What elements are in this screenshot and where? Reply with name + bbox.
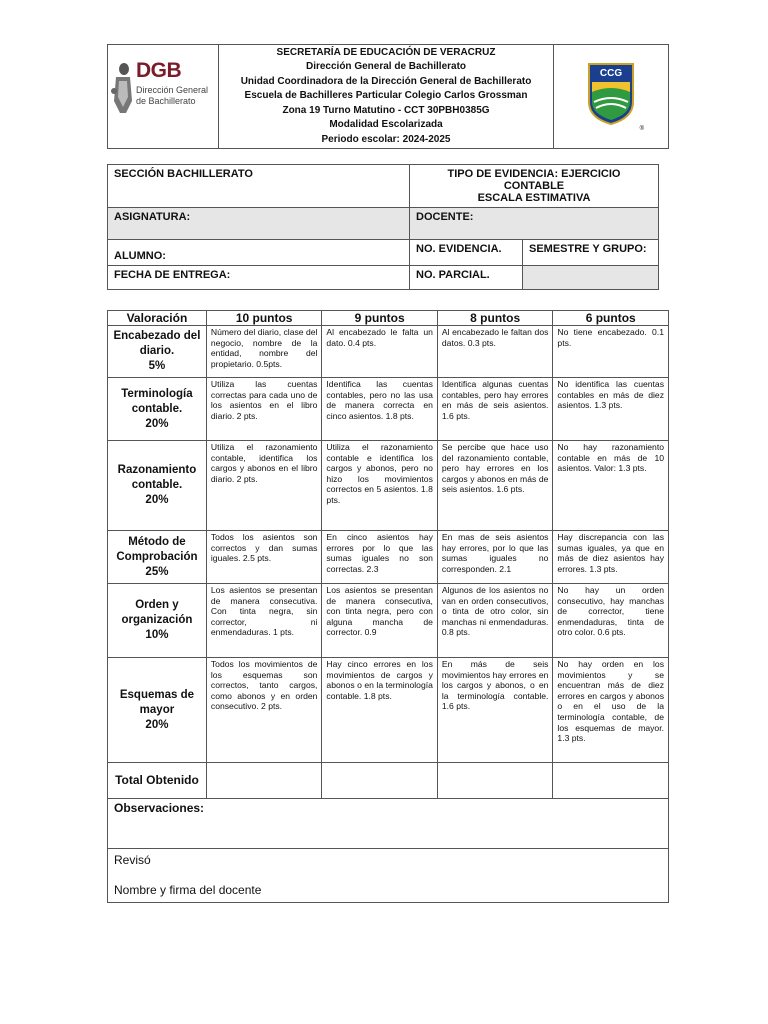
- rubric-cell: No hay razonamiento contable en más de 10 asientos. Valor: 1.3 pts.: [553, 441, 669, 531]
- criterion-weight: 25%: [145, 565, 169, 578]
- dgb-subtitle-line-1: Dirección General: [136, 84, 209, 95]
- no-parcial-field[interactable]: NO. PARCIAL.: [410, 266, 523, 290]
- rubric-cell: No identifica las cuentas contables en más de diez asientos. 1.3 pts.: [553, 378, 669, 441]
- criterion-weight: 5%: [148, 360, 166, 372]
- criterion-line: Encabezado del: [113, 330, 201, 342]
- criterion-orden: [108, 584, 207, 658]
- criterion-weight: 20%: [145, 417, 169, 430]
- dgb-subtitle-line-2: de Bachillerato: [136, 95, 196, 106]
- rubric-cell: Al encabezado le faltan dos datos. 0.3 pts.: [437, 326, 553, 378]
- header-8-puntos: 8 puntos: [437, 311, 553, 326]
- rubric-cell: En cinco asientos hay errores por lo que las sumas iguales no son correctas. 2.3: [322, 531, 437, 584]
- header-table: [107, 44, 669, 149]
- rubric-cell: Los asientos se presentan de manera consecutiva. Con tinta negra, sin corrector, ni enmendaduras. 1 pts.: [206, 584, 322, 658]
- rubric-cell: No tiene encabezado. 0.1 pts.: [553, 326, 669, 378]
- header-valoracion: Valoración: [108, 311, 207, 326]
- rubric-cell: Hay discrepancia con las sumas iguales, ya que en más de diez asientos hay errores. 1.3 pts.: [553, 531, 669, 584]
- header-line: Zona 19 Turno Matutino - CCT 30PBH0385G: [282, 104, 490, 116]
- rubric-row: [108, 584, 669, 658]
- criterion-weight: 20%: [145, 494, 169, 506]
- alumno-field[interactable]: ALUMNO:: [108, 240, 410, 266]
- rubric-cell: Todos los asientos son correctos y dan sumas iguales. 2.5 pts.: [206, 531, 322, 584]
- reviso-field[interactable]: [108, 849, 669, 903]
- observaciones-row: [108, 799, 669, 849]
- criterion-encabezado: [108, 326, 207, 378]
- rubric-cell: Utiliza el razonamiento contable e identifica los cargos y abonos, pero no hizo los movimientos correctos en 5 asientos. 1.8 pts.: [322, 441, 437, 531]
- criterion-line: mayor: [139, 703, 175, 716]
- total-row: [108, 763, 669, 799]
- rubric-cell: Identifica las cuentas contables, pero no las usa de manera correcta en cinco asientos. 1.8 pts.: [322, 378, 437, 441]
- rubric-cell: Identifica algunas cuentas contables, pero hay errores en más de seis asientos. 1.6 pts.: [437, 378, 553, 441]
- rubric-cell: En más de seis movimientos hay errores en los cargos y abonos, o en la terminología contable. 1.6 pts.: [437, 658, 553, 763]
- ccg-logo: [576, 62, 646, 132]
- criterion-weight: 20%: [145, 718, 169, 731]
- right-logo-cell: [554, 45, 669, 149]
- rubric-cell: Utiliza el razonamiento contable, identifica los cargos y abonos en el libro diario. 2 pts.: [206, 441, 322, 531]
- firma-docente-label: Nombre y firma del docente: [114, 883, 262, 897]
- rubric-row: [108, 441, 669, 531]
- rubric-cell: Todos los movimientos de los esquemas son correctos, tanto cargos, como abonos y en orden consecutivo. 2 pts.: [206, 658, 322, 763]
- total-cell-9[interactable]: [322, 763, 437, 799]
- rubric-cell: Al encabezado le falta un dato. 0.4 pts.: [322, 326, 437, 378]
- observaciones-field[interactable]: Observaciones:: [108, 799, 669, 849]
- criterion-line: Razonamiento: [117, 464, 197, 476]
- criterion-line: Esquemas de: [119, 688, 195, 701]
- rubric-cell: No hay un orden consecutivo, hay manchas de corrector, tiene enmendaduras, tinta de otro color. 0.6 pts.: [553, 584, 669, 658]
- header-line: Modalidad Escolarizada: [329, 119, 443, 131]
- rubric-cell: Número del diario, clase del negocio, nombre de la entidad, nombre del propietario. 0.5pts.: [206, 326, 322, 378]
- rubric-row: [108, 531, 669, 584]
- total-cell-8[interactable]: [437, 763, 553, 799]
- no-parcial-value[interactable]: [523, 266, 659, 290]
- criterion-line: Método de: [128, 535, 186, 548]
- criterion-weight: 10%: [145, 629, 169, 641]
- header-9-puntos: 9 puntos: [322, 311, 437, 326]
- rubric-cell: Los asientos se presentan de manera consecutiva, con tinta negra, pero con alguna mancha de corrector. 0.9: [322, 584, 437, 658]
- criterion-line: contable.: [131, 479, 183, 491]
- header-line: Periodo escolar: 2024-2025: [321, 133, 451, 145]
- left-logo-cell: [108, 45, 219, 149]
- criterion-line: organización: [121, 614, 193, 626]
- rubric-cell: Utiliza las cuentas correctas para cada uno de los asientos en el libro diario. 2 pts.: [206, 378, 322, 441]
- header-line: Unidad Coordinadora de la Dirección General de Bachillerato: [240, 75, 532, 87]
- header-title-block: [219, 45, 554, 149]
- docente-field[interactable]: DOCENTE:: [410, 208, 659, 240]
- criterion-terminologia: [108, 378, 207, 441]
- rubric-cell: Se percibe que hace uso del razonamiento contable, pero hay errores en los cargos y abonos en más de seis asientos. 1.6 pts.: [437, 441, 553, 531]
- asignatura-field[interactable]: ASIGNATURA:: [108, 208, 410, 240]
- tipo-evidencia-line-2: ESCALA ESTIMATIVA: [477, 192, 591, 204]
- criterion-line: diario.: [139, 345, 175, 357]
- criterion-line: Terminología: [121, 387, 193, 400]
- header-line: Dirección General de Bachillerato: [305, 61, 467, 73]
- rubric-table: [107, 310, 669, 903]
- dgb-logo-subtitle: [136, 85, 208, 107]
- reviso-label: Revisó: [114, 853, 151, 867]
- header-line: SECRETARÍA DE EDUCACIÓN DE VERACRUZ: [276, 47, 496, 59]
- rubric-cell: No hay orden en los movimientos y se encuentran más de diez errores en cargos y abonos o en el uso de la terminología contable, de los esquemas de mayor. 1.3 pts.: [553, 658, 669, 763]
- criterion-line: Orden y: [135, 599, 179, 611]
- dgb-logo-text: DGB: [136, 58, 182, 82]
- reviso-row: [108, 849, 669, 903]
- info-table: [107, 164, 659, 290]
- fecha-entrega-field[interactable]: FECHA DE ENTREGA:: [108, 266, 410, 290]
- criterion-line: Comprobación: [116, 550, 198, 563]
- semestre-grupo-field[interactable]: SEMESTRE Y GRUPO:: [523, 240, 659, 266]
- header-6-puntos: 6 puntos: [553, 311, 669, 326]
- dgb-emblem-icon: [110, 61, 136, 115]
- rubric-cell: Hay cinco errores en los movimientos de cargos y abonos o en la terminología contable. 1.8 pts.: [322, 658, 437, 763]
- rubric-row: [108, 326, 669, 378]
- total-label: Total Obtenido: [108, 763, 207, 799]
- ccg-shield-icon: [586, 62, 636, 126]
- rubric-row: [108, 378, 669, 441]
- ccg-registered-mark: ®: [639, 125, 644, 132]
- rubric-row: [108, 658, 669, 763]
- total-cell-6[interactable]: [553, 763, 669, 799]
- total-cell-10[interactable]: [206, 763, 322, 799]
- criterion-razonamiento: [108, 441, 207, 531]
- seccion-cell: SECCIÓN BACHILLERATO: [108, 165, 410, 208]
- criterion-line: contable.: [131, 402, 183, 415]
- criterion-esquemas: [108, 658, 207, 763]
- header-10-puntos: 10 puntos: [206, 311, 322, 326]
- ccg-logo-text: CCG: [599, 67, 623, 79]
- no-evidencia-field[interactable]: NO. EVIDENCIA.: [410, 240, 523, 266]
- dgb-logo: [108, 57, 218, 137]
- header-line: Escuela de Bachilleres Particular Colegio Carlos Grossman: [244, 90, 528, 102]
- tipo-evidencia-line-1: TIPO DE EVIDENCIA: EJERCICIO CONTABLE: [447, 168, 621, 192]
- tipo-evidencia-cell: [410, 165, 659, 208]
- rubric-cell: En mas de seis asientos hay errores, por lo que las sumas iguales no corresponden. 2.1: [437, 531, 553, 584]
- rubric-cell: Algunos de los asientos no van en orden consecutivos, o tinta de otro color, sin manchas ni enmendaduras. 0.8 pts.: [437, 584, 553, 658]
- criterion-metodo: [108, 531, 207, 584]
